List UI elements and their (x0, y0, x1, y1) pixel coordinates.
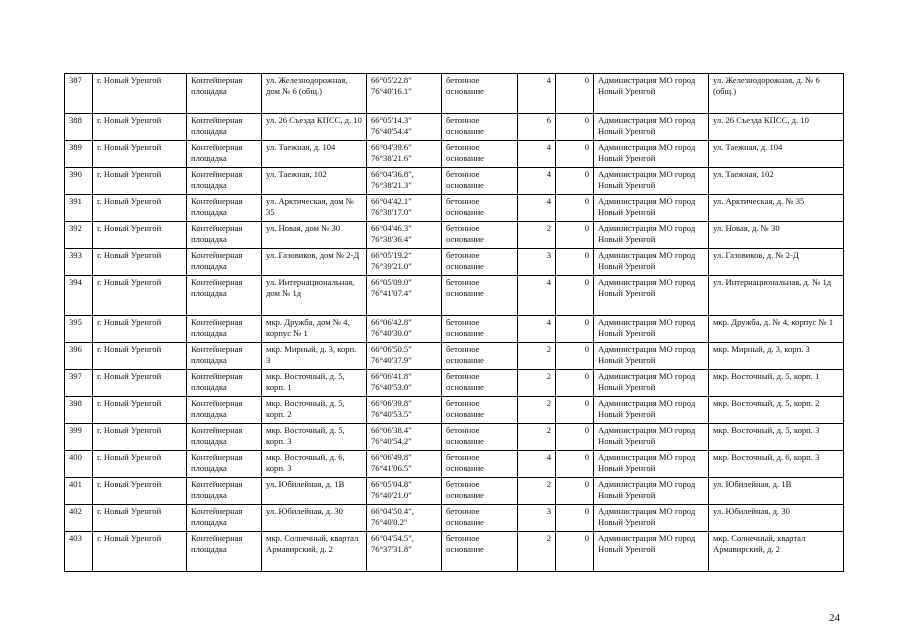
zero-value-cell: 0 (556, 451, 594, 478)
owner-cell: Администрация МО город Новый Уренгой (594, 343, 709, 370)
container-count-cell: 4 (518, 195, 556, 222)
coordinates-cell: 66°04'50.4", 76°40'0.2" (367, 505, 442, 532)
zero-value-cell: 0 (556, 168, 594, 195)
zero-value-cell: 0 (556, 397, 594, 424)
address-cell: ул. Таежная, 102 (262, 168, 367, 195)
city-cell: г. Новый Уренгой (93, 532, 187, 572)
container-count-cell: 4 (518, 74, 556, 114)
container-count-cell: 2 (518, 478, 556, 505)
owner-cell: Администрация МО город Новый Уренгой (594, 316, 709, 343)
source-address-cell: ул. Юбилейная, д. 1В (709, 478, 844, 505)
owner-cell: Администрация МО город Новый Уренгой (594, 478, 709, 505)
address-cell: ул. Юбилейная, д. 1В (262, 478, 367, 505)
city-cell: г. Новый Уренгой (93, 478, 187, 505)
table-row (65, 114, 844, 141)
source-address-cell: ул. Юбилейная, д. 30 (709, 505, 844, 532)
address-cell: ул. Юбилейная, д. 30 (262, 505, 367, 532)
base-type-cell: бетонное основание (442, 222, 518, 249)
source-address-cell: мкр. Дружба, д. № 4, корпус № 1 (709, 316, 844, 343)
base-type-cell: бетонное основание (442, 343, 518, 370)
site-type-cell: Контейнерная площадка (187, 74, 262, 114)
source-address-cell: мкр. Восточный, д. 5, корп. 1 (709, 370, 844, 397)
zero-value-cell: 0 (556, 249, 594, 276)
table-row (65, 195, 844, 222)
city-cell: г. Новый Уренгой (93, 276, 187, 316)
address-cell: мкр. Дружба, дом № 4, корпус № 1 (262, 316, 367, 343)
base-type-cell: бетонное основание (442, 74, 518, 114)
address-cell: ул. 26 Съезда КПСС, д. 10 (262, 114, 367, 141)
address-cell: мкр. Восточный, д. 6, корп. 3 (262, 451, 367, 478)
site-type-cell: Контейнерная площадка (187, 451, 262, 478)
owner-cell: Администрация МО город Новый Уренгой (594, 276, 709, 316)
owner-cell: Администрация МО город Новый Уренгой (594, 532, 709, 572)
container-count-cell: 6 (518, 114, 556, 141)
table-row (65, 424, 844, 451)
row-number-cell: 391 (65, 195, 93, 222)
coordinates-cell: 66°05'09.0" 76°41'07.4" (367, 276, 442, 316)
address-cell: ул. Железнодорожная, дом № 6 (общ.) (262, 74, 367, 114)
zero-value-cell: 0 (556, 222, 594, 249)
zero-value-cell: 0 (556, 478, 594, 505)
container-count-cell: 2 (518, 424, 556, 451)
city-cell: г. Новый Уренгой (93, 505, 187, 532)
row-number-cell: 392 (65, 222, 93, 249)
zero-value-cell: 0 (556, 532, 594, 572)
city-cell: г. Новый Уренгой (93, 424, 187, 451)
row-number-cell: 401 (65, 478, 93, 505)
base-type-cell: бетонное основание (442, 370, 518, 397)
table-row (65, 532, 844, 572)
container-count-cell: 3 (518, 249, 556, 276)
coordinates-cell: 66°06'50.5" 76°40'37.9" (367, 343, 442, 370)
city-cell: г. Новый Уренгой (93, 316, 187, 343)
coordinates-cell: 66°06'41.8" 76°40'53.0" (367, 370, 442, 397)
owner-cell: Администрация МО город Новый Уренгой (594, 141, 709, 168)
zero-value-cell: 0 (556, 74, 594, 114)
source-address-cell: ул. Газовиков, д. № 2-Д (709, 249, 844, 276)
address-cell: ул. Таежная, д. 104 (262, 141, 367, 168)
site-type-cell: Контейнерная площадка (187, 343, 262, 370)
container-count-cell: 4 (518, 451, 556, 478)
row-number-cell: 396 (65, 343, 93, 370)
source-address-cell: мкр. Мирный, д. 3, корп. 3 (709, 343, 844, 370)
site-type-cell: Контейнерная площадка (187, 424, 262, 451)
zero-value-cell: 0 (556, 195, 594, 222)
container-count-cell: 2 (518, 532, 556, 572)
container-count-cell: 2 (518, 222, 556, 249)
owner-cell: Администрация МО город Новый Уренгой (594, 168, 709, 195)
row-number-cell: 388 (65, 114, 93, 141)
coordinates-cell: 66°06'49.8" 76°41'06.5" (367, 451, 442, 478)
container-sites-table (64, 73, 844, 572)
row-number-cell: 393 (65, 249, 93, 276)
base-type-cell: бетонное основание (442, 424, 518, 451)
site-type-cell: Контейнерная площадка (187, 195, 262, 222)
container-count-cell: 4 (518, 316, 556, 343)
row-number-cell: 387 (65, 74, 93, 114)
table-body (65, 74, 844, 572)
site-type-cell: Контейнерная площадка (187, 370, 262, 397)
base-type-cell: бетонное основание (442, 451, 518, 478)
site-type-cell: Контейнерная площадка (187, 249, 262, 276)
coordinates-cell: 66°06'39.8" 76°40'53.5" (367, 397, 442, 424)
zero-value-cell: 0 (556, 141, 594, 168)
row-number-cell: 397 (65, 370, 93, 397)
table-row (65, 141, 844, 168)
source-address-cell: мкр. Восточный, д. 6, корп. 3 (709, 451, 844, 478)
container-count-cell: 2 (518, 370, 556, 397)
city-cell: г. Новый Уренгой (93, 74, 187, 114)
base-type-cell: бетонное основание (442, 195, 518, 222)
site-type-cell: Контейнерная площадка (187, 478, 262, 505)
coordinates-cell: 66°04'46.3" 76°38'36.4" (367, 222, 442, 249)
owner-cell: Администрация МО город Новый Уренгой (594, 370, 709, 397)
row-number-cell: 402 (65, 505, 93, 532)
row-number-cell: 403 (65, 532, 93, 572)
city-cell: г. Новый Уренгой (93, 249, 187, 276)
row-number-cell: 389 (65, 141, 93, 168)
owner-cell: Администрация МО город Новый Уренгой (594, 74, 709, 114)
coordinates-cell: 66°05'22.8" 76°40'16.1" (367, 74, 442, 114)
base-type-cell: бетонное основание (442, 276, 518, 316)
site-type-cell: Контейнерная площадка (187, 397, 262, 424)
source-address-cell: ул. Таежная, 102 (709, 168, 844, 195)
site-type-cell: Контейнерная площадка (187, 316, 262, 343)
container-count-cell: 4 (518, 168, 556, 195)
address-cell: мкр. Мирный, д. 3, корп. 3 (262, 343, 367, 370)
address-cell: мкр. Солнечный, квартал Армавирский, д. 2 (262, 532, 367, 572)
owner-cell: Администрация МО город Новый Уренгой (594, 397, 709, 424)
source-address-cell: мкр. Солнечный, квартал Армавирский, д. 2 (709, 532, 844, 572)
row-number-cell: 390 (65, 168, 93, 195)
table-row (65, 370, 844, 397)
table-row (65, 505, 844, 532)
zero-value-cell: 0 (556, 276, 594, 316)
table-row (65, 397, 844, 424)
city-cell: г. Новый Уренгой (93, 370, 187, 397)
owner-cell: Администрация МО город Новый Уренгой (594, 114, 709, 141)
city-cell: г. Новый Уренгой (93, 195, 187, 222)
source-address-cell: ул. Железнодорожная, д. № 6 (общ.) (709, 74, 844, 114)
owner-cell: Администрация МО город Новый Уренгой (594, 505, 709, 532)
coordinates-cell: 66°04'39.6" 76°38'21.6" (367, 141, 442, 168)
city-cell: г. Новый Уренгой (93, 168, 187, 195)
coordinates-cell: 66°05'04.8" 76°40'21.0" (367, 478, 442, 505)
owner-cell: Администрация МО город Новый Уренгой (594, 424, 709, 451)
site-type-cell: Контейнерная площадка (187, 114, 262, 141)
zero-value-cell: 0 (556, 505, 594, 532)
table-row (65, 74, 844, 114)
address-cell: ул. Газовиков, дом № 2-Д (262, 249, 367, 276)
table-row (65, 168, 844, 195)
source-address-cell: ул. Интернациональная, д. № 1д (709, 276, 844, 316)
container-count-cell: 2 (518, 397, 556, 424)
site-type-cell: Контейнерная площадка (187, 505, 262, 532)
table-row (65, 451, 844, 478)
coordinates-cell: 66°04'42.1" 76°38'17.0" (367, 195, 442, 222)
address-cell: мкр. Восточный, д. 5, корп. 1 (262, 370, 367, 397)
coordinates-cell: 66°05'19.2" 76°39'21.0" (367, 249, 442, 276)
table-row (65, 343, 844, 370)
base-type-cell: бетонное основание (442, 532, 518, 572)
zero-value-cell: 0 (556, 343, 594, 370)
address-cell: ул. Интернациональная, дом № 1д (262, 276, 367, 316)
city-cell: г. Новый Уренгой (93, 451, 187, 478)
row-number-cell: 395 (65, 316, 93, 343)
owner-cell: Администрация МО город Новый Уренгой (594, 249, 709, 276)
zero-value-cell: 0 (556, 370, 594, 397)
owner-cell: Администрация МО город Новый Уренгой (594, 451, 709, 478)
container-count-cell: 4 (518, 141, 556, 168)
city-cell: г. Новый Уренгой (93, 397, 187, 424)
address-cell: ул. Арктическая, дом № 35 (262, 195, 367, 222)
city-cell: г. Новый Уренгой (93, 141, 187, 168)
coordinates-cell: 66°04'54.5", 76°37'31.8" (367, 532, 442, 572)
row-number-cell: 399 (65, 424, 93, 451)
address-cell: ул. Новая, дом № 30 (262, 222, 367, 249)
site-type-cell: Контейнерная площадка (187, 276, 262, 316)
site-type-cell: Контейнерная площадка (187, 141, 262, 168)
container-count-cell: 4 (518, 276, 556, 316)
source-address-cell: мкр. Восточный, д. 5, корп. 3 (709, 424, 844, 451)
base-type-cell: бетонное основание (442, 249, 518, 276)
address-cell: мкр. Восточный, д. 5, корп. 3 (262, 424, 367, 451)
table-row (65, 222, 844, 249)
row-number-cell: 398 (65, 397, 93, 424)
source-address-cell: ул. Новая, д. № 30 (709, 222, 844, 249)
source-address-cell: мкр. Восточный, д. 5, корп. 2 (709, 397, 844, 424)
table-row (65, 478, 844, 505)
coordinates-cell: 66°06'42.8" 76°40'30.0" (367, 316, 442, 343)
base-type-cell: бетонное основание (442, 168, 518, 195)
container-count-cell: 3 (518, 505, 556, 532)
row-number-cell: 394 (65, 276, 93, 316)
base-type-cell: бетонное основание (442, 316, 518, 343)
zero-value-cell: 0 (556, 114, 594, 141)
base-type-cell: бетонное основание (442, 478, 518, 505)
source-address-cell: ул. Арктическая, д. № 35 (709, 195, 844, 222)
city-cell: г. Новый Уренгой (93, 222, 187, 249)
base-type-cell: бетонное основание (442, 397, 518, 424)
row-number-cell: 400 (65, 451, 93, 478)
source-address-cell: ул. 26 Съезда КПСС, д. 10 (709, 114, 844, 141)
coordinates-cell: 66°04'36.8", 76°38'21.3" (367, 168, 442, 195)
source-address-cell: ул. Таежная, д. 104 (709, 141, 844, 168)
owner-cell: Администрация МО город Новый Уренгой (594, 195, 709, 222)
site-type-cell: Контейнерная площадка (187, 532, 262, 572)
table-row (65, 276, 844, 316)
coordinates-cell: 66°06'38.4" 76°40'54.2" (367, 424, 442, 451)
page-number: 24 (829, 612, 840, 624)
site-type-cell: Контейнерная площадка (187, 222, 262, 249)
base-type-cell: бетонное основание (442, 505, 518, 532)
owner-cell: Администрация МО город Новый Уренгой (594, 222, 709, 249)
coordinates-cell: 66°05'14.3" 76°40'54.4" (367, 114, 442, 141)
table-row (65, 249, 844, 276)
base-type-cell: бетонное основание (442, 141, 518, 168)
zero-value-cell: 0 (556, 424, 594, 451)
zero-value-cell: 0 (556, 316, 594, 343)
city-cell: г. Новый Уренгой (93, 114, 187, 141)
site-type-cell: Контейнерная площадка (187, 168, 262, 195)
address-cell: мкр. Восточный, д. 5, корп. 2 (262, 397, 367, 424)
table-row (65, 316, 844, 343)
container-count-cell: 2 (518, 343, 556, 370)
base-type-cell: бетонное основание (442, 114, 518, 141)
city-cell: г. Новый Уренгой (93, 343, 187, 370)
